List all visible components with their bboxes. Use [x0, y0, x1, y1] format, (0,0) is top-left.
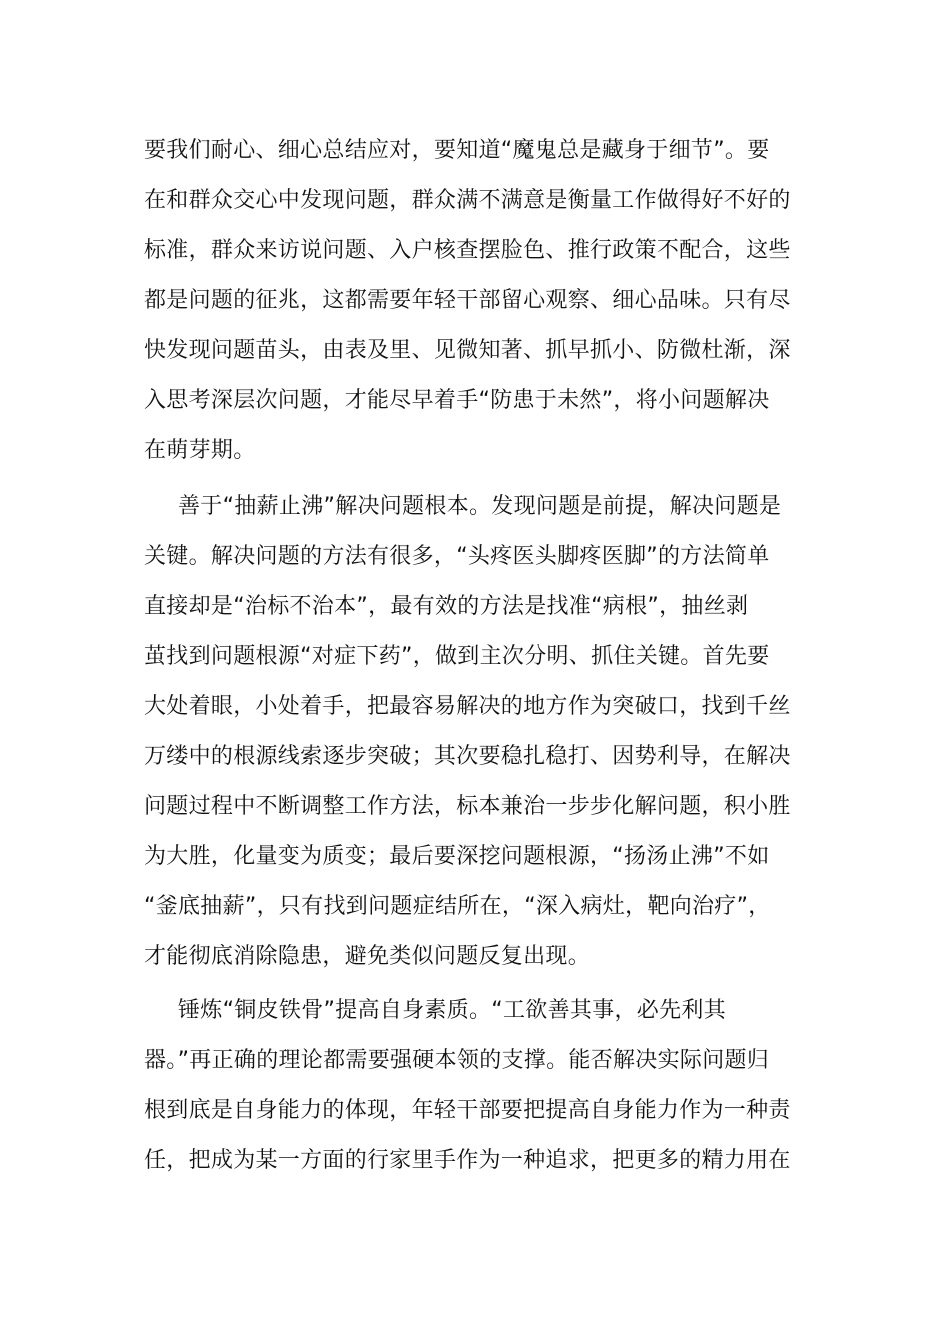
text-line: “釜底抽薪”，只有找到问题症结所在，“深入病灶，靶向治疗”，	[144, 894, 771, 919]
text-line: 大处着眼，小处着手，把最容易解决的地方作为突破口，找到千丝	[144, 694, 791, 719]
text-line: 为大胜，化量变为质变；最后要深挖问题根源，“扬汤止沸”不如	[144, 844, 770, 869]
text-line: 直接却是“治标不治本”，最有效的方法是找准“病根”，抽丝剥	[144, 594, 749, 619]
text-line: 根到底是自身能力的体现，年轻干部要把提高自身能力作为一种责	[144, 1098, 791, 1123]
text-line: 器。”再正确的理论都需要强硬本领的支撑。能否解决实际问题归	[144, 1048, 770, 1073]
text-line: 都是问题的征兆，这都需要年轻干部留心观察、细心品味。只有尽	[144, 288, 791, 313]
text-line: 标准，群众来访说问题、入户核查摆脸色、推行政策不配合，这些	[144, 238, 791, 263]
text-line: 才能彻底消除隐患，避免类似问题反复出现。	[144, 944, 591, 969]
text-line: 在和群众交心中发现问题，群众满不满意是衡量工作做得好不好的	[144, 188, 791, 213]
text-line: 快发现问题苗头，由表及里、见微知著、抓早抓小、防微杜渐，深	[144, 338, 791, 363]
text-line: 万缕中的根源线索逐步突破；其次要稳扎稳打、因势利导，在解决	[144, 744, 791, 769]
paragraph-heading-line: 善于“抽薪止沸”解决问题根本。发现问题是前提，解决问题是	[178, 494, 782, 519]
text-line: 要我们耐心、细心总结应对，要知道“魔鬼总是藏身于细节”。要	[144, 138, 770, 163]
paragraph-heading-line: 锤炼“铜皮铁骨”提高自身素质。“工欲善其事，必先利其	[178, 998, 726, 1023]
text-line: 在萌芽期。	[144, 438, 256, 463]
text-line: 茧找到问题根源“对症下药”，做到主次分明、抓住关键。首先要	[144, 644, 770, 669]
text-line: 入思考深层次问题，才能尽早着手“防患于未然”，将小问题解决	[144, 388, 770, 413]
text-line: 任，把成为某一方面的行家里手作为一种追求，把更多的精力用在	[144, 1148, 791, 1173]
text-line: 问题过程中不断调整工作方法，标本兼治一步步化解问题，积小胜	[144, 794, 791, 819]
text-line: 关键。解决问题的方法有很多，“头疼医头脚疼医脚”的方法简单	[144, 544, 770, 569]
